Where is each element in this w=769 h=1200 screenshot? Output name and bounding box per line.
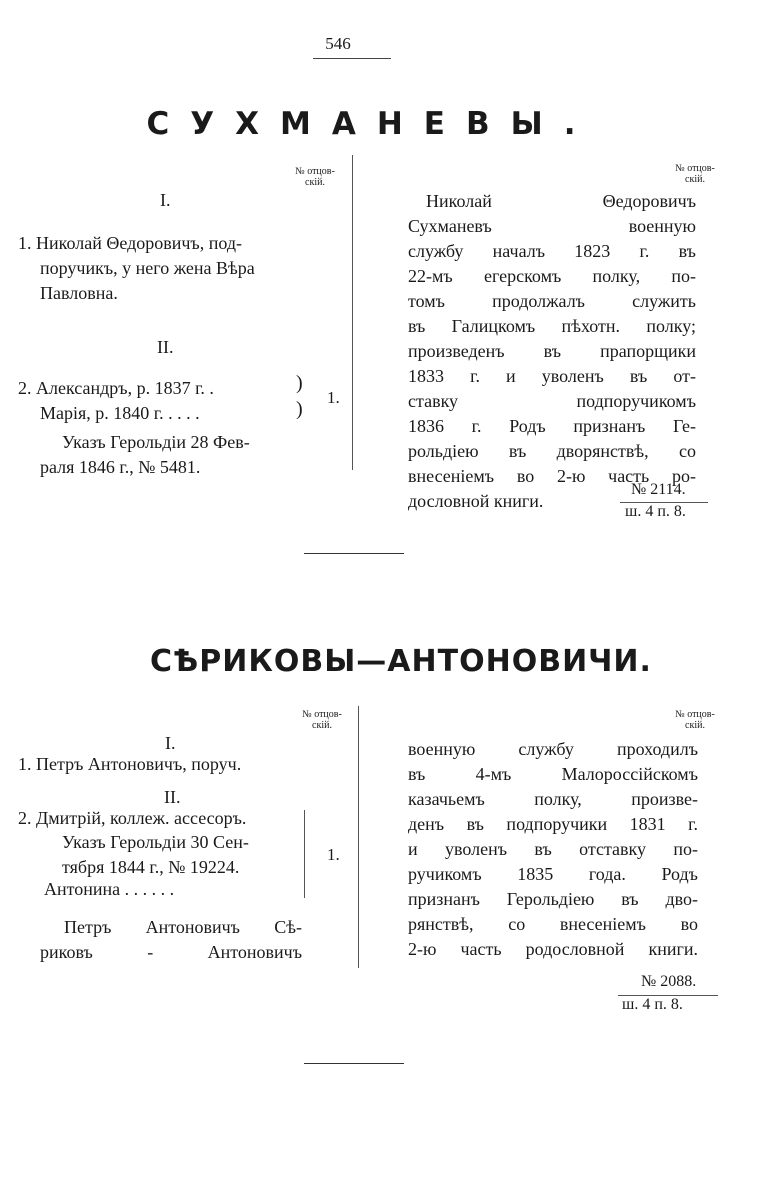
bio-line: Николай Θедоровичъ — [426, 191, 696, 211]
column-header-right — [660, 709, 730, 731]
bio-line: внесеніемъ во 2-ю часть ро- — [408, 466, 696, 486]
bio-line: 22-мъ егерскомъ полку, по- — [408, 266, 696, 286]
biography-block-start — [40, 915, 302, 965]
genealogy-entry: 2. Дмитрій, коллеж. ассесоръ. — [18, 808, 247, 828]
bio-line: въ 4-мъ Малороссійскомъ — [408, 764, 698, 784]
decree-note — [40, 430, 250, 480]
genealogy-entry: Марія, р. 1840 г. . . . . — [40, 403, 200, 423]
bio-line: томъ продолжалъ служить — [408, 291, 696, 311]
decree-line: Указъ Герольдіи 28 Фев- — [62, 432, 250, 452]
bio-line: денъ въ подпоручики 1831 г. — [408, 814, 698, 834]
column-header-line-1: № отцов- — [675, 709, 715, 720]
decree-line: тября 1844 г., № 19224. — [62, 857, 240, 877]
genealogy-entry: Антонина . . . . . . — [44, 879, 175, 899]
generation-ii-heading: II. — [164, 787, 181, 807]
bio-line: и уволенъ въ отставку по- — [408, 839, 698, 859]
father-number: 1. — [327, 845, 340, 864]
archive-reference: ш. 4 п. 8. — [625, 503, 686, 520]
bio-line: 1833 г. и уволенъ въ от- — [408, 366, 696, 386]
column-header-left — [287, 709, 357, 731]
section-separator — [304, 553, 404, 554]
bio-line: Сухманевъ военную — [408, 216, 696, 236]
biography-block — [408, 189, 696, 514]
bio-line: рольдіею въ дворянствѣ, со — [408, 441, 696, 461]
brace-bracket: ) — [296, 398, 303, 420]
column-header-line-2: скій. — [312, 720, 332, 731]
bio-line: 2-ю часть родословной книги. — [408, 939, 698, 959]
page-number-rule — [313, 58, 391, 59]
entry-line: поручикъ, у него жена Вѣра — [40, 258, 255, 278]
generation-i-heading: I. — [165, 733, 176, 753]
column-divider — [358, 706, 359, 968]
entry-line: Павловна. — [40, 283, 118, 303]
bio-line: риковъ - Антоновичъ — [40, 942, 302, 962]
bio-line: дословной книги. — [408, 491, 544, 511]
bio-line: рянствѣ, со внесеніемъ во — [408, 914, 698, 934]
column-header-line-2: скій. — [685, 720, 705, 731]
decree-line: раля 1846 г., № 5481. — [40, 457, 201, 477]
page-number: 546 — [325, 34, 351, 53]
column-header-line-1: № отцов- — [295, 166, 335, 177]
bio-line: ставку подпоручикомъ — [408, 391, 696, 411]
document-number: № 2114. — [631, 481, 686, 498]
bio-line: въ Галицкомъ пѣхотн. полку; — [408, 316, 696, 336]
document-number: № 2088. — [641, 973, 697, 990]
genealogy-entry — [18, 231, 255, 306]
bio-line: службу началъ 1823 г. въ — [408, 241, 696, 261]
genealogy-entry: 2. Александръ, р. 1837 г. . — [18, 378, 214, 398]
section-title-sukhmanevy: СУХМАНЕВЫ. — [146, 106, 597, 142]
brace-bracket — [304, 810, 305, 898]
decree-line: Указъ Герольдіи 30 Сен- — [62, 832, 249, 852]
biography-block — [408, 737, 698, 962]
generation-i-heading: I. — [160, 190, 171, 210]
father-number: 1. — [327, 388, 340, 407]
archive-reference: ш. 4 п. 8. — [622, 996, 683, 1013]
bio-line: казачьемъ полку, произве- — [408, 789, 698, 809]
column-header-line-1: № отцов- — [675, 163, 715, 174]
column-header-left — [280, 166, 350, 188]
bio-line: военную службу проходилъ — [408, 739, 698, 759]
generation-ii-heading: II. — [157, 337, 174, 357]
section-title-serikovy-antonovichi: СѢРИКОВЫ—АНТОНОВИЧИ. — [150, 644, 652, 679]
bio-line: 1836 г. Родъ признанъ Ге- — [408, 416, 696, 436]
column-header-right — [660, 163, 730, 185]
bio-line: ручикомъ 1835 года. Родъ — [408, 864, 698, 884]
genealogy-entry: 1. Петръ Антоновичъ, поруч. — [18, 754, 242, 774]
decree-note — [62, 830, 249, 880]
column-header-line-2: скій. — [685, 174, 705, 185]
bio-line: признанъ Герольдіею въ дво- — [408, 889, 698, 909]
bio-line: Петръ Антоновичъ Сѣ- — [64, 917, 302, 937]
column-header-line-2: скій. — [305, 177, 325, 188]
column-header-line-1: № отцов- — [302, 709, 342, 720]
column-divider — [352, 155, 353, 470]
brace-bracket: ) — [296, 372, 303, 394]
entry-line: 1. Николай Θедоровичъ, под- — [18, 233, 242, 253]
section-separator — [304, 1063, 404, 1064]
bio-line: произведенъ въ прапорщики — [408, 341, 696, 361]
